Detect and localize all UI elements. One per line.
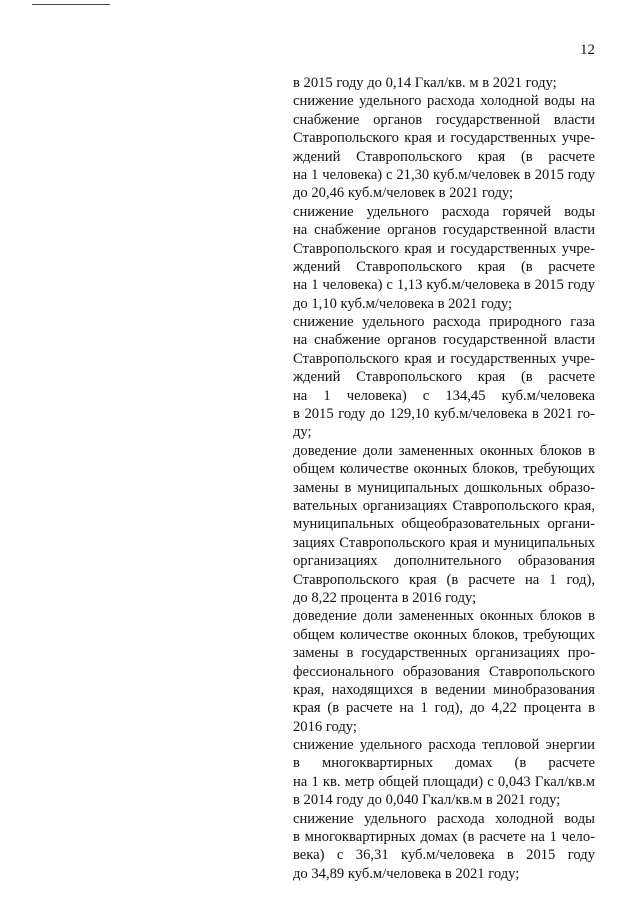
text-line: на 1 человека) с 1,13 куб.м/человека в 2015 году xyxy=(293,277,595,294)
paragraph xyxy=(293,203,595,313)
text-line: края (в расчете на 1 год), до 4,22 процента в xyxy=(293,700,595,717)
text-line: зациях Ставропольского края и муниципальных xyxy=(293,534,595,551)
text-line: 2016 году; xyxy=(293,718,357,735)
text-line: на 1 человека) с 134,45 куб.м/человека xyxy=(293,387,595,404)
text-line: края, находящихся в ведении минобразования xyxy=(293,681,595,698)
paragraph xyxy=(293,313,595,442)
text-line: в 2015 году до 129,10 куб.м/человека в 2021 го- xyxy=(293,406,595,423)
paragraph xyxy=(293,736,595,810)
paragraph xyxy=(293,92,595,202)
page-number: 12 xyxy=(580,42,595,58)
text-line: на снабжение органов государственной власти xyxy=(293,222,595,239)
text-line: ждений Ставропольского края (в расчете xyxy=(293,148,595,165)
text-line: общем количестве оконных блоков, требующих xyxy=(293,461,595,478)
text-line: в 2014 году до 0,040 Гкал/кв.м в 2021 году; xyxy=(293,792,561,809)
text-line: на 1 человека) с 21,30 куб.м/человек в 2015 году xyxy=(293,166,595,183)
text-line: доведение доли замененных оконных блоков в xyxy=(293,608,595,625)
text-line: ждений Ставропольского края (в расчете xyxy=(293,258,595,275)
text-line: Ставропольского края и государственных учре- xyxy=(293,350,595,367)
paragraph xyxy=(293,810,595,884)
text-line: снижение удельного расхода холодной воды xyxy=(293,810,595,827)
text-line: доведение доли замененных оконных блоков в xyxy=(293,442,595,459)
text-line: ждений Ставропольского края (в расчете xyxy=(293,369,595,386)
text-line: муниципальных общеобразовательных органи- xyxy=(293,516,595,533)
text-line: снижение удельного расхода холодной воды на xyxy=(293,93,595,110)
text-line: общем количестве оконных блоков, требующих xyxy=(293,626,595,643)
paragraph xyxy=(293,74,595,92)
paragraph xyxy=(293,442,595,608)
text-line: снижение удельного расхода тепловой энергии xyxy=(293,737,595,754)
text-line: в многоквартирных домах (в расчете xyxy=(293,755,595,772)
text-line: замены в муниципальных дошкольных образо- xyxy=(293,479,595,496)
text-line: вательных организациях Ставропольского края, xyxy=(293,497,595,514)
text-line: снижение удельного расхода горячей воды xyxy=(293,203,595,220)
text-line: снижение удельного расхода природного газа xyxy=(293,314,595,331)
text-line: века) с 36,31 куб.м/человека в 2015 году xyxy=(293,847,595,864)
top-rule xyxy=(32,4,110,5)
paragraph xyxy=(293,607,595,736)
text-line: Ставропольского края и государственных учре- xyxy=(293,130,595,147)
text-line: на снабжение органов государственной власти xyxy=(293,332,595,349)
text-line: до 20,46 куб.м/человек в 2021 году; xyxy=(293,185,514,202)
text-line: в 2015 году до 0,14 Гкал/кв. м в 2021 году; xyxy=(293,75,557,91)
text-line: в многоквартирных домах (в расчете на 1 чело- xyxy=(293,829,595,846)
text-line: Ставропольского края (в расчете на 1 год), xyxy=(293,571,595,588)
text-line: на 1 кв. метр общей площади) с 0,043 Гкал/кв.м xyxy=(293,773,595,790)
text-line: организациях дополнительного образования xyxy=(293,553,595,570)
text-column xyxy=(293,74,595,883)
text-line: до 1,10 куб.м/человека в 2021 году; xyxy=(293,295,513,312)
text-line: фессионального образования Ставропольского xyxy=(293,663,595,680)
text-line: до 34,89 куб.м/человека в 2021 году; xyxy=(293,865,520,882)
text-line: до 8,22 процента в 2016 году; xyxy=(293,589,477,606)
text-line: снабжение органов государственной власти xyxy=(293,111,595,128)
text-line: ду; xyxy=(293,424,312,441)
text-line: замены в государственных организациях про- xyxy=(293,645,595,662)
text-line: Ставропольского края и государственных учре- xyxy=(293,240,595,257)
